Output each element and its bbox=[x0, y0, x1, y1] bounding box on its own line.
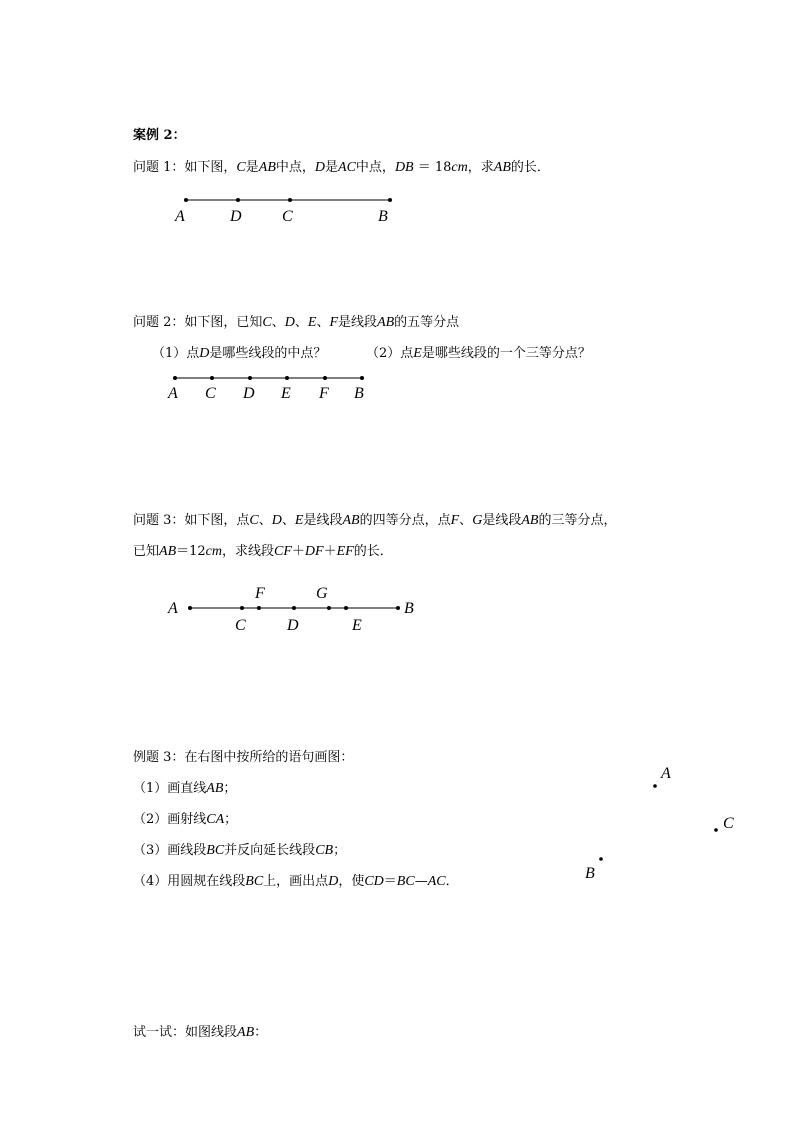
figure-3-label: F bbox=[255, 585, 265, 602]
figure-2-label: B bbox=[354, 385, 364, 402]
q3-part: 、 bbox=[281, 513, 295, 528]
figure-1-label: D bbox=[230, 208, 242, 225]
q3-var: AB bbox=[342, 513, 360, 528]
example-3-points bbox=[585, 765, 734, 882]
q2-part: 、 bbox=[316, 315, 330, 330]
q1-part: ，求 bbox=[467, 160, 494, 175]
figure-2-label: D bbox=[243, 385, 255, 402]
ex3-var: BC bbox=[396, 874, 415, 889]
figure-3-label: D bbox=[287, 617, 299, 634]
example-3-point-label: C bbox=[723, 815, 734, 832]
q1-var: AB bbox=[258, 160, 276, 175]
q3-var: E bbox=[294, 513, 304, 528]
q2-part: 是线段 bbox=[338, 315, 378, 330]
q2-var: F bbox=[329, 315, 339, 330]
figure-3-label: C bbox=[235, 617, 246, 634]
q3-part: 是线段 bbox=[482, 513, 522, 528]
ex3-var: AB bbox=[206, 781, 224, 796]
q3-part: 、 bbox=[459, 513, 473, 528]
q2-var: C bbox=[262, 315, 272, 330]
q2-sub-part: （2）点 bbox=[366, 346, 414, 361]
try-part: ： bbox=[254, 1025, 268, 1040]
figure-3-segment bbox=[167, 585, 414, 634]
example-3-point-label: B bbox=[585, 865, 595, 882]
q1-var: cm bbox=[451, 160, 468, 175]
q2-part: 、 bbox=[294, 315, 308, 330]
ex3-part: ＝ bbox=[383, 874, 397, 889]
q1-var: AC bbox=[338, 160, 356, 175]
example-3-title: 例题 3：在右图中按所给的语句画图： bbox=[133, 750, 354, 765]
try-part: 试一试：如图线段 bbox=[133, 1025, 238, 1040]
q3-var: EF bbox=[336, 544, 354, 559]
ex3-var: D bbox=[328, 874, 339, 889]
try-var: AB bbox=[237, 1025, 255, 1040]
ex3-var: CD bbox=[364, 874, 384, 889]
example-3-point-label: A bbox=[661, 765, 671, 782]
figure-3-label: A bbox=[168, 600, 178, 617]
q2-part: 问题 2：如下图，已知 bbox=[133, 315, 263, 330]
q2-sub-part: 是哪些线段的一个三等分点？ bbox=[421, 346, 591, 361]
q3-part: 的四等分点，点 bbox=[359, 513, 451, 528]
ex3-var: BC bbox=[245, 874, 264, 889]
figure-2-segment bbox=[167, 376, 364, 402]
ex3-var: BC bbox=[206, 843, 225, 858]
q2-sub-var: D bbox=[199, 346, 210, 361]
q1-part: 的长． bbox=[510, 160, 550, 175]
ex3-part: （3）画线段 bbox=[133, 843, 207, 858]
q3-var: C bbox=[249, 513, 259, 528]
figure-2-label: C bbox=[205, 385, 216, 402]
q1-var: AB bbox=[493, 160, 511, 175]
ex3-part: 并反向延长线段 bbox=[224, 843, 316, 858]
ex3-part: （2）画射线 bbox=[133, 812, 207, 827]
figure-1-label: B bbox=[378, 208, 388, 225]
q3-part: ＋ bbox=[323, 544, 337, 559]
figure-2-label: A bbox=[168, 385, 178, 402]
ex3-part: （1）画直线 bbox=[133, 781, 207, 796]
q3-part: 问题 3：如下图，点 bbox=[133, 513, 250, 528]
q1-part: 中点， bbox=[275, 160, 315, 175]
q2-part: 、 bbox=[271, 315, 285, 330]
q3-part: ＋ bbox=[291, 544, 305, 559]
q2-part: 的五等分点 bbox=[394, 315, 460, 330]
q1-part: 中点， bbox=[355, 160, 395, 175]
q3-var: AB bbox=[521, 513, 539, 528]
ex3-var: CA bbox=[206, 812, 225, 827]
q3-var: AB bbox=[159, 544, 177, 559]
q1-part: 问题 1：如下图， bbox=[133, 160, 237, 175]
ex3-var: CB bbox=[315, 843, 334, 858]
figure-3-label: G bbox=[316, 585, 328, 602]
q2-sub-part: （1）点 bbox=[152, 346, 200, 361]
figure-3-label: E bbox=[352, 617, 362, 634]
ex3-part: ； bbox=[224, 812, 238, 827]
ex3-part: ，使 bbox=[338, 874, 365, 889]
q1-part: 是 bbox=[325, 160, 339, 175]
ex3-part: （4）用圆规在线段 bbox=[133, 874, 246, 889]
figure-1-segment bbox=[174, 198, 392, 225]
q3-var: F bbox=[450, 513, 460, 528]
q2-var: AB bbox=[377, 315, 395, 330]
q3-var: cm bbox=[205, 544, 222, 559]
figure-1-label: C bbox=[282, 208, 293, 225]
q1-part: ＝ 18 bbox=[413, 160, 452, 175]
figure-1-label: A bbox=[175, 208, 185, 225]
q2-var: D bbox=[284, 315, 295, 330]
q2-sub-var: E bbox=[413, 346, 422, 361]
ex3-var: AC bbox=[427, 874, 446, 889]
q3-var: DF bbox=[304, 544, 324, 559]
q1-var: DB bbox=[394, 160, 414, 175]
ex3-part: 上，画出点 bbox=[263, 874, 329, 889]
figure-3-label: B bbox=[404, 600, 414, 617]
ex3-part: — bbox=[414, 874, 428, 889]
q3-part: 的长． bbox=[353, 544, 393, 559]
case-title: 案例 2： bbox=[133, 128, 186, 143]
q3-part: 是线段 bbox=[303, 513, 343, 528]
ex3-part: ． bbox=[445, 874, 459, 889]
q3-var: D bbox=[271, 513, 282, 528]
ex3-part: ； bbox=[333, 843, 347, 858]
q3-part: ＝12 bbox=[176, 544, 206, 559]
figure-2-label: E bbox=[281, 385, 291, 402]
q3-var: CF bbox=[274, 544, 292, 559]
q3-var: G bbox=[472, 513, 483, 528]
q3-part: 的三等分点， bbox=[538, 513, 617, 528]
q1-var: D bbox=[314, 160, 326, 175]
q1-part: 是 bbox=[245, 160, 259, 175]
q3-part: 已知 bbox=[133, 544, 160, 559]
q1-var: C bbox=[236, 160, 246, 175]
ex3-part: ； bbox=[223, 781, 237, 796]
q2-sub-part: 是哪些线段的中点？ bbox=[209, 346, 327, 361]
q3-part: ，求线段 bbox=[222, 544, 275, 559]
q2-var: E bbox=[307, 315, 317, 330]
figure-2-label: F bbox=[319, 385, 329, 402]
q3-part: 、 bbox=[258, 513, 272, 528]
